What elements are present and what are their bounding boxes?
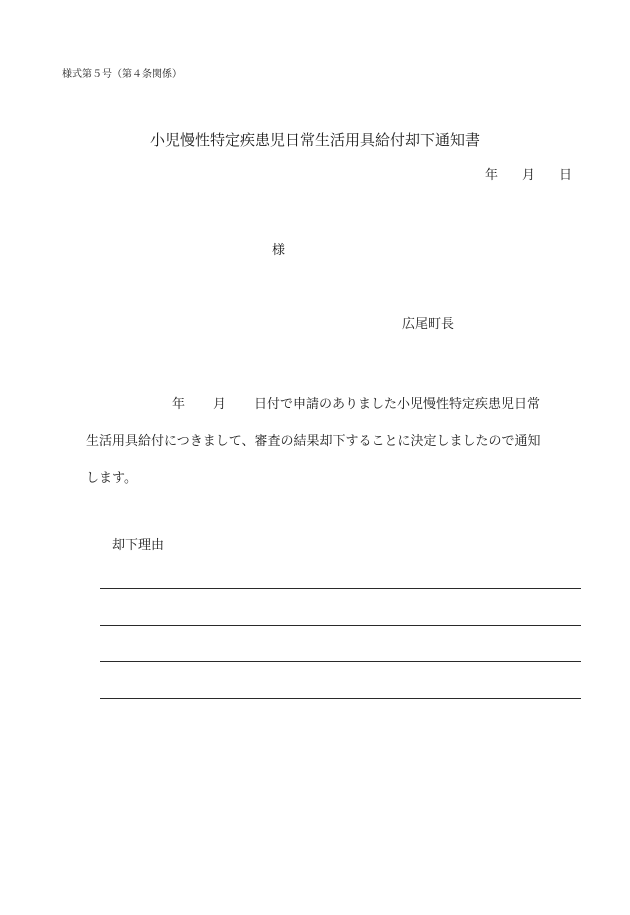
reason-line-1	[100, 588, 581, 589]
date-day-label: 日	[558, 168, 572, 183]
body-line-1	[86, 386, 578, 423]
body-line-3: します。	[86, 471, 137, 486]
reason-line-2	[100, 625, 581, 626]
issue-date	[485, 167, 572, 185]
date-month-label: 月	[521, 168, 535, 183]
issuer-name: 広尾町長	[402, 317, 455, 332]
notice-body	[86, 386, 578, 497]
body-month-label: 月	[213, 397, 227, 412]
body-line-1-text: 日付で申請のありました小児慢性特定疾患児日常	[254, 397, 541, 412]
reason-line-3	[100, 661, 581, 662]
addressee-suffix: 様	[272, 243, 286, 258]
reason-line-4	[100, 698, 581, 699]
document-title: 小児慢性特定疾患児日常生活用具給付却下通知書	[149, 131, 480, 149]
form-number: 様式第５号（第４条関係）	[62, 69, 182, 80]
rejection-reason-label: 却下理由	[112, 538, 165, 553]
date-year-label: 年	[484, 168, 498, 183]
body-year-label: 年	[172, 397, 186, 412]
body-line-2: 生活用具給付につきまして、審査の結果却下することに決定しましたので通知	[86, 434, 541, 449]
